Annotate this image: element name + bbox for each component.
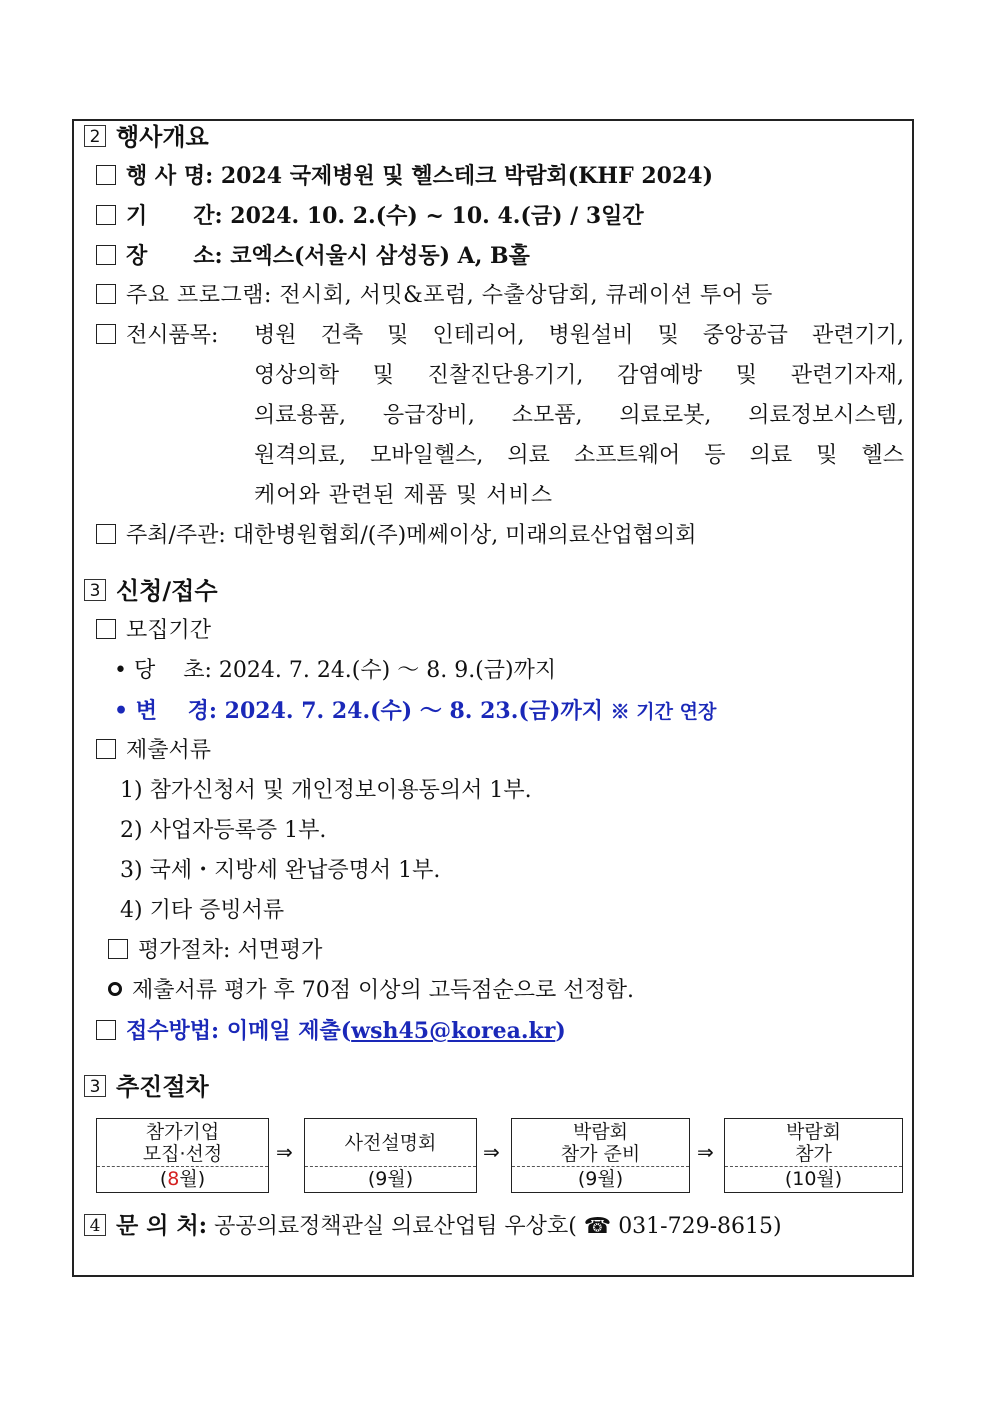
host-row [96, 521, 696, 551]
doc-item-4: 4) 기타 증빙서류 [120, 898, 285, 923]
step-line: 참가 준비 [560, 1143, 641, 1165]
period-row [96, 201, 644, 231]
checkbox-icon [96, 245, 116, 265]
docs-row [96, 736, 211, 766]
items-line-2: 영상의학 및 진찰진단용기기, 감염예방 및 관련기자재, [254, 363, 904, 388]
section-heading-application [84, 576, 218, 606]
checkbox-icon [96, 619, 116, 639]
step-box-briefing [304, 1118, 477, 1193]
step-box-recruit [96, 1118, 269, 1193]
venue-row [96, 241, 530, 271]
section-number: 2 [84, 125, 106, 147]
email-link[interactable]: wsh45@korea.kr [351, 1018, 556, 1044]
checkbox-icon [108, 939, 128, 959]
phone-number: 031-729-8615) [618, 1214, 782, 1239]
step-line: 참가기업 [145, 1121, 220, 1143]
recruit-label: 모집기간 [126, 618, 212, 643]
eval-value: 서면평가 [237, 938, 323, 963]
recruit-row [96, 616, 211, 646]
original-value: 2024. 7. 24.(수) ～ 8. 9.(금)까지 [218, 658, 557, 683]
section-number: 3 [84, 1075, 106, 1097]
eval-label: 평가절차: [138, 938, 231, 963]
program-value: 전시회, 서밋&포럼, 수출상담회, 큐레이션 투어 등 [279, 283, 773, 308]
submit-label: 접수방법: [126, 1018, 220, 1044]
checkbox-icon [96, 165, 116, 185]
circle-bullet-icon [108, 982, 122, 996]
doc-item-3: 3) 국세・지방세 완납증명서 1부. [120, 858, 441, 883]
contact-label: 문 의 처: [116, 1212, 208, 1239]
step-line: 사전설명회 [344, 1132, 437, 1154]
doc-item-1: 1) 참가신청서 및 개인정보이용동의서 1부. [120, 778, 532, 803]
section-title: 추진절차 [116, 1073, 209, 1101]
arrow-icon: ⇒ [276, 1140, 293, 1164]
original-label: • 당 초: [114, 658, 212, 683]
event-name-value: 2024 국제병원 및 헬스테크 박람회(KHF 2024) [220, 163, 714, 189]
section-title: 행사개요 [116, 123, 209, 151]
contact-row [84, 1211, 782, 1242]
items-row [96, 321, 218, 351]
checkbox-icon [96, 524, 116, 544]
changed-value: 2024. 7. 24.(수) ～ 8. 23.(금)까지 [224, 698, 603, 724]
checkbox-icon [96, 324, 116, 344]
period-value: 2024. 10. 2.(수) ~ 10. 4.(금) / 3일간 [230, 203, 644, 229]
checkbox-icon [96, 205, 116, 225]
phone-icon: ☎ [583, 1214, 612, 1239]
host-value: 대한병원협회/(주)메쎄이상, 미래의료산업협의회 [232, 523, 697, 548]
host-label: 주최/주관: [126, 523, 226, 548]
selection-row [108, 976, 634, 1006]
step-line: 참가 [795, 1143, 832, 1165]
items-line-4: 원격의료, 모바일헬스, 의료 소프트웨어 등 의료 및 헬스 [254, 443, 904, 468]
items-line-1: 병원 건축 및 인테리어, 병원설비 및 중앙공급 관련기기, [254, 323, 904, 348]
step-month: (9월) [512, 1166, 689, 1192]
step-month: (9월) [305, 1166, 476, 1192]
section-title: 신청/접수 [116, 577, 218, 605]
section-number: 3 [84, 579, 106, 601]
section-number: 4 [84, 1214, 106, 1236]
changed-period-row [114, 696, 716, 727]
submit-close: ) [555, 1018, 566, 1044]
step-box-participation [724, 1118, 903, 1193]
submit-row [96, 1016, 566, 1046]
step-line: 박람회 [572, 1121, 629, 1143]
items-label: 전시품목: [126, 323, 219, 348]
notice-frame [72, 119, 914, 1277]
checkbox-icon [96, 1020, 116, 1040]
extension-note: ※ 기간 연장 [610, 701, 717, 723]
eval-row [108, 936, 322, 966]
venue-value: 코엑스(서울시 삼성동) A, B홀 [230, 243, 530, 269]
step-box-preparation [511, 1118, 690, 1193]
arrow-icon: ⇒ [483, 1140, 500, 1164]
submit-text: 이메일 제출( [226, 1018, 352, 1044]
event-name-label: 행 사 명: [126, 163, 214, 189]
checkbox-icon [96, 739, 116, 759]
section-heading-overview [84, 122, 209, 152]
step-line: 모집·선정 [142, 1143, 223, 1165]
arrow-icon: ⇒ [697, 1140, 714, 1164]
section-heading-procedure [84, 1072, 209, 1102]
procedure-flow [96, 1118, 904, 1196]
selection-text: 제출서류 평가 후 70점 이상의 고득점순으로 선정함. [132, 978, 634, 1003]
period-label: 기 간: [126, 203, 223, 229]
venue-label: 장 소: [126, 243, 223, 269]
docs-label: 제출서류 [126, 738, 212, 763]
program-label: 주요 프로그램: [126, 283, 272, 308]
items-line-5: 케어와 관련된 제품 및 서비스 [254, 483, 553, 508]
items-line-3: 의료용품, 응급장비, 소모품, 의료로봇, 의료정보시스템, [254, 403, 904, 428]
checkbox-icon [96, 284, 116, 304]
event-name-row [96, 161, 713, 191]
step-line: 박람회 [785, 1121, 842, 1143]
step-month: (8월) [97, 1166, 268, 1192]
program-row [96, 281, 773, 311]
changed-label: • 변 경: [114, 698, 217, 724]
original-period-row [114, 656, 556, 686]
doc-item-2: 2) 사업자등록증 1부. [120, 818, 327, 843]
contact-value: 공공의료정책관실 의료산업팀 우상호( [214, 1214, 577, 1239]
step-month: (10월) [725, 1166, 902, 1192]
